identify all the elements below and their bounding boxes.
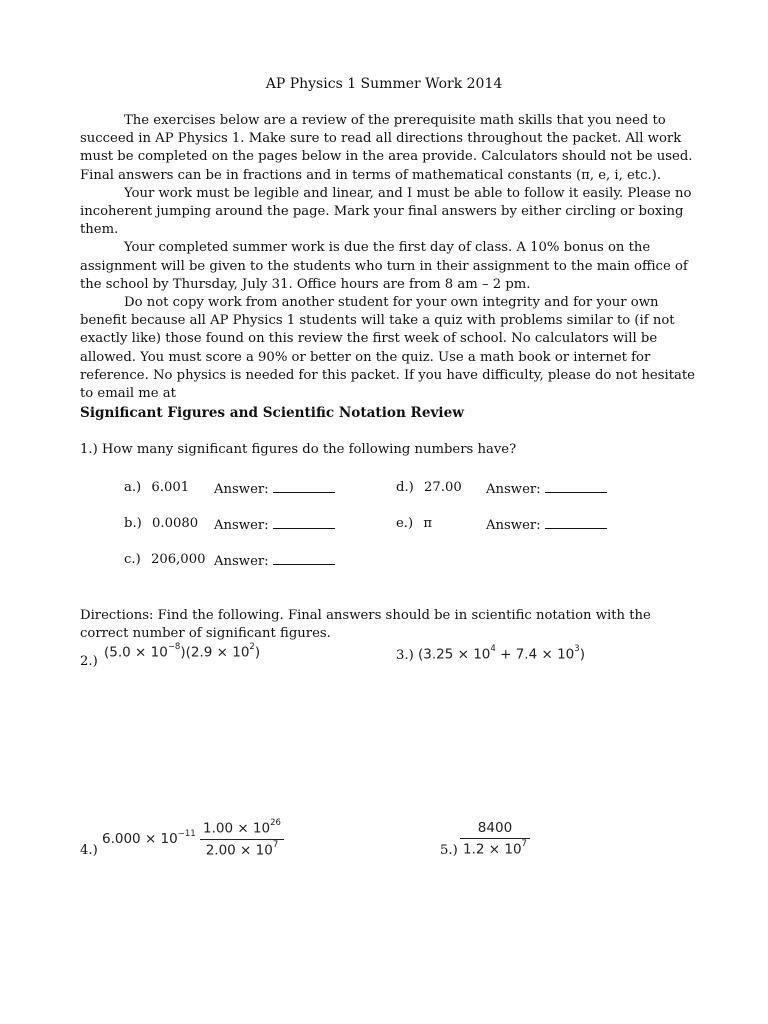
fraction-numerator bbox=[200, 820, 284, 840]
fraction-denominator bbox=[460, 839, 530, 858]
answer-label: Answer: bbox=[486, 518, 541, 533]
expr-part: (3.25 × 10 bbox=[418, 646, 491, 663]
fraction bbox=[200, 820, 284, 858]
sig-fig-item-a bbox=[124, 480, 269, 497]
answer-label: Answer: bbox=[214, 518, 269, 533]
exponent: 7 bbox=[272, 839, 279, 850]
item-label: a.) bbox=[124, 480, 142, 495]
item-label: e.) bbox=[396, 516, 414, 531]
sig-fig-item-e bbox=[396, 516, 541, 533]
expr-part: 1.00 × 10 bbox=[202, 820, 271, 837]
fraction bbox=[460, 820, 530, 858]
answer-blank[interactable] bbox=[545, 480, 607, 493]
expr-part: (5.0 × 10 bbox=[104, 644, 168, 661]
item-label: c.) bbox=[124, 552, 141, 567]
sig-fig-item-b bbox=[124, 516, 269, 533]
intro-paragraph: Your completed summer work is due the first day of class. A 10% bonus on the assignment will be given to the students who turn in their assignment to the main office of the school by Thursday, July 31. Office hours are from 8 am – 2 pm. bbox=[80, 240, 688, 292]
item-value: 206,000 bbox=[150, 552, 206, 567]
exponent: 2 bbox=[249, 642, 255, 652]
section-heading: Significant Figures and Scientific Notation Review bbox=[80, 405, 464, 421]
answer-field[interactable] bbox=[214, 480, 335, 497]
problem-5-number: 5.) bbox=[440, 843, 458, 858]
answer-label: Answer: bbox=[214, 482, 269, 497]
sig-fig-item-c bbox=[124, 552, 269, 569]
answer-field[interactable] bbox=[214, 516, 335, 533]
problem-2-number: 2.) bbox=[80, 654, 98, 669]
item-value: π bbox=[423, 516, 433, 531]
exponent: −11 bbox=[177, 828, 196, 839]
answer-blank[interactable] bbox=[273, 480, 335, 493]
intro-paragraph: Your work must be legible and linear, and I must be able to follow it easily. Please no incoherent jumping around the page. Mark your final answers by either circling or boxing them. bbox=[80, 185, 692, 238]
exponent: 4 bbox=[490, 644, 496, 654]
answer-label: Answer: bbox=[214, 554, 269, 569]
answer-blank[interactable] bbox=[545, 516, 607, 529]
expr-part: ) bbox=[579, 646, 585, 663]
problem-4-expression bbox=[102, 820, 284, 858]
fraction-denominator bbox=[200, 840, 284, 859]
problem-3-number: 3.) bbox=[396, 648, 414, 663]
expr-part: + 7.4 × 10 bbox=[495, 646, 575, 663]
exponent: 7 bbox=[521, 839, 527, 849]
answer-field[interactable] bbox=[486, 480, 607, 497]
answer-blank[interactable] bbox=[273, 552, 335, 565]
item-label: d.) bbox=[396, 480, 414, 495]
expr-part: 1.2 × 10 bbox=[463, 841, 522, 858]
item-value: 0.0080 bbox=[151, 516, 199, 531]
directions-text: Directions: Find the following. Final answers should be in scientific notation with the correct number of significant figures. bbox=[80, 608, 651, 642]
problem-3-expression bbox=[418, 646, 585, 663]
item-value: 6.001 bbox=[151, 480, 190, 495]
problem-2-expression bbox=[104, 644, 260, 661]
answer-field[interactable] bbox=[214, 552, 335, 569]
problem-4-number: 4.) bbox=[80, 843, 98, 858]
expr-part: 8400 bbox=[477, 820, 513, 836]
intro-text bbox=[80, 112, 708, 403]
expr-part: 6.000 × 10 bbox=[102, 831, 178, 847]
item-label: b.) bbox=[124, 516, 142, 531]
answer-label: Answer: bbox=[486, 482, 541, 497]
fraction-numerator bbox=[460, 820, 530, 839]
page-title: AP Physics 1 Summer Work 2014 bbox=[265, 76, 503, 92]
answer-field[interactable] bbox=[486, 516, 607, 533]
expr-part: ) bbox=[254, 644, 261, 661]
intro-paragraph: Do not copy work from another student for your own integrity and for your own benefit because all AP Physics 1 students will take a quiz with problems similar to (if not exactly like) those found on this review the first week of school. No calculators will be allowed. You must score a 90% or better on the quiz. Use a math book or internet for reference. No physics is needed for this packet. If you have difficulty, please do not hesitate to email me at bbox=[80, 295, 695, 402]
expr-part: 2.00 × 10 bbox=[205, 842, 273, 858]
problem-5-expression bbox=[460, 820, 530, 858]
exponent: 3 bbox=[574, 644, 580, 654]
answer-blank[interactable] bbox=[273, 516, 335, 529]
question-1-prompt: 1.) How many significant figures do the following numbers have? bbox=[80, 442, 517, 457]
item-value: 27.00 bbox=[423, 480, 462, 495]
sig-fig-item-d bbox=[396, 480, 541, 497]
intro-paragraph: The exercises below are a review of the prerequisite math skills that you need to succeed in AP Physics 1. Make sure to read all directions throughout the packet. All work must be completed on the pages below in the area provide. Calculators should not be used. Final answers can be in fractions and in terms of mathematical constants (π, e, i, etc.). bbox=[80, 113, 693, 183]
expr-part: )(2.9 × 10 bbox=[180, 644, 250, 661]
exponent: 26 bbox=[270, 818, 281, 828]
exponent: −8 bbox=[167, 642, 181, 652]
